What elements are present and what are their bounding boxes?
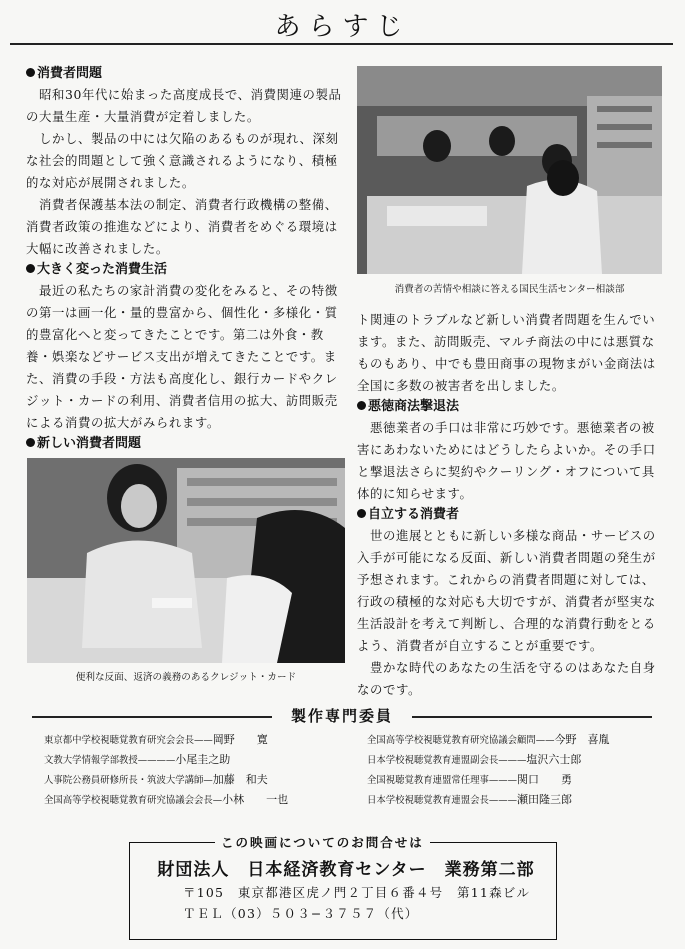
committee-member: 文教大学情報学部教授————小尾圭之助: [44, 753, 231, 766]
section-heading: 自立する消費者: [357, 505, 663, 525]
contact-address: 〒105 東京都港区虎ノ門２丁目６番４号 第11森ビル: [183, 885, 531, 900]
committee-member: 全国視聴覚教育連盟常任理事———関口 勇: [367, 773, 573, 786]
committee-right-list: [367, 730, 667, 810]
page-title: あらすじ: [274, 12, 411, 42]
committee-rule-left: [32, 716, 272, 718]
contact-tel: ＴＥＬ（03）５０３−３７５７（代）: [183, 906, 419, 921]
paragraph: 最近の私たちの家計消費の変化をみると、その特徴の第一は画一化・量的豊富から、個性化・多様化・質的豊富化へと変ってきたことです。第二は外食・教養・娯楽などサービス支出が増えてきたことです。また、消費の手段・方法も高度化し、銀行カードやクレジット・カードの利用、消費者信用の拡大、訪問販売による消費の拡大がみられます。: [26, 283, 338, 430]
bullet-icon: [26, 438, 35, 447]
title-rule: [10, 43, 673, 45]
paragraph: しかし、製品の中には欠陥のあるものが現れ、深刻な社会的問題として強く意識されるようになり、積極的な対応が展開されました。: [26, 131, 339, 190]
section-heading: 消費者問題: [26, 64, 344, 84]
committee-member: 日本学校視聴覚教育連盟副会長———塩沢六士郎: [367, 753, 582, 766]
committee-member: 全国高等学校視聴覚教育研究協議会顧問——今野 喜胤: [367, 733, 610, 746]
committee-member: 人事院公務員研修所長・筑波大学講師—加藤 和夫: [44, 773, 268, 786]
paragraph: 悪徳業者の手口は非常に巧妙です。悪徳業者の被害にあわないためにはどうしたらよいか。その手口と撃退法さらに契約やクーリング・オフについて具体的に知らせます。: [357, 420, 656, 501]
contact-header: この映画についてのお問合せは: [215, 833, 430, 851]
paragraph: 世の進展とともに新しい多様な商品・サービスの入手が可能になる反面、新しい消費者問題の発生が予想されます。これからの消費者問題に対しては、行政の積極的な対応も大切ですが、消費者が堅実な生活設計を考えて判断し、合理的な消費行動をとるよう、消費者が自立することが重要です。: [357, 528, 656, 653]
committee-rule-right: [412, 716, 652, 718]
committee-member: 全国高等学校視聴覚教育研究協議会会長—小林 一也: [44, 793, 289, 806]
committee-left-list: [44, 730, 344, 810]
right-photo-caption: 消費者の苦情や相談に答える国民生活センター相談部: [394, 284, 625, 295]
paragraph: 消費者保護基本法の制定、消費者行政機構の整備、消費者政策の推進などにより、消費者をめぐる環境は大幅に改善されました。: [26, 197, 338, 256]
credit-card-photo: [27, 458, 345, 663]
left-column: [26, 64, 344, 476]
credit-card-scene-image: [27, 458, 345, 663]
committee-member: 日本学校視聴覚教育連盟会長———瀬田隆三郎: [367, 793, 573, 806]
section-heading: 新しい消費者問題: [26, 434, 344, 454]
committee-member: 東京都中学校視聴覚教育研究会会長——岡野 寛: [44, 733, 268, 746]
consultation-scene-image: [357, 66, 662, 274]
bullet-icon: [26, 68, 35, 77]
section-heading: 大きく変った消費生活: [26, 260, 344, 280]
committee-title: 製作専門委員: [290, 707, 393, 725]
bullet-icon: [26, 264, 35, 273]
paragraph: 昭和30年代に始まった高度成長で、消費関連の製品の大量生産・大量消費が定着しました。: [26, 87, 342, 124]
paragraph: ト関連のトラブルなど新しい消費者問題を生んでいます。また、訪問販売、マルチ商法の中には悪質なものもあり、中でも豊田商事の現物まがい金商法は全国に多数の被害者を出しました。: [357, 312, 656, 393]
consultation-office-photo: [357, 66, 662, 274]
paragraph: 豊かな時代のあなたの生活を守るのはあなた自身なのです。: [357, 660, 656, 697]
organization-name: 財団法人 日本経済教育センター 業務第二部: [157, 860, 535, 880]
right-column: [357, 309, 663, 701]
left-photo-caption: 便利な反面、返済の義務のあるクレジット・カード: [75, 672, 297, 683]
section-heading: 悪徳商法撃退法: [357, 397, 663, 417]
bullet-icon: [357, 401, 366, 410]
bullet-icon: [357, 509, 366, 518]
